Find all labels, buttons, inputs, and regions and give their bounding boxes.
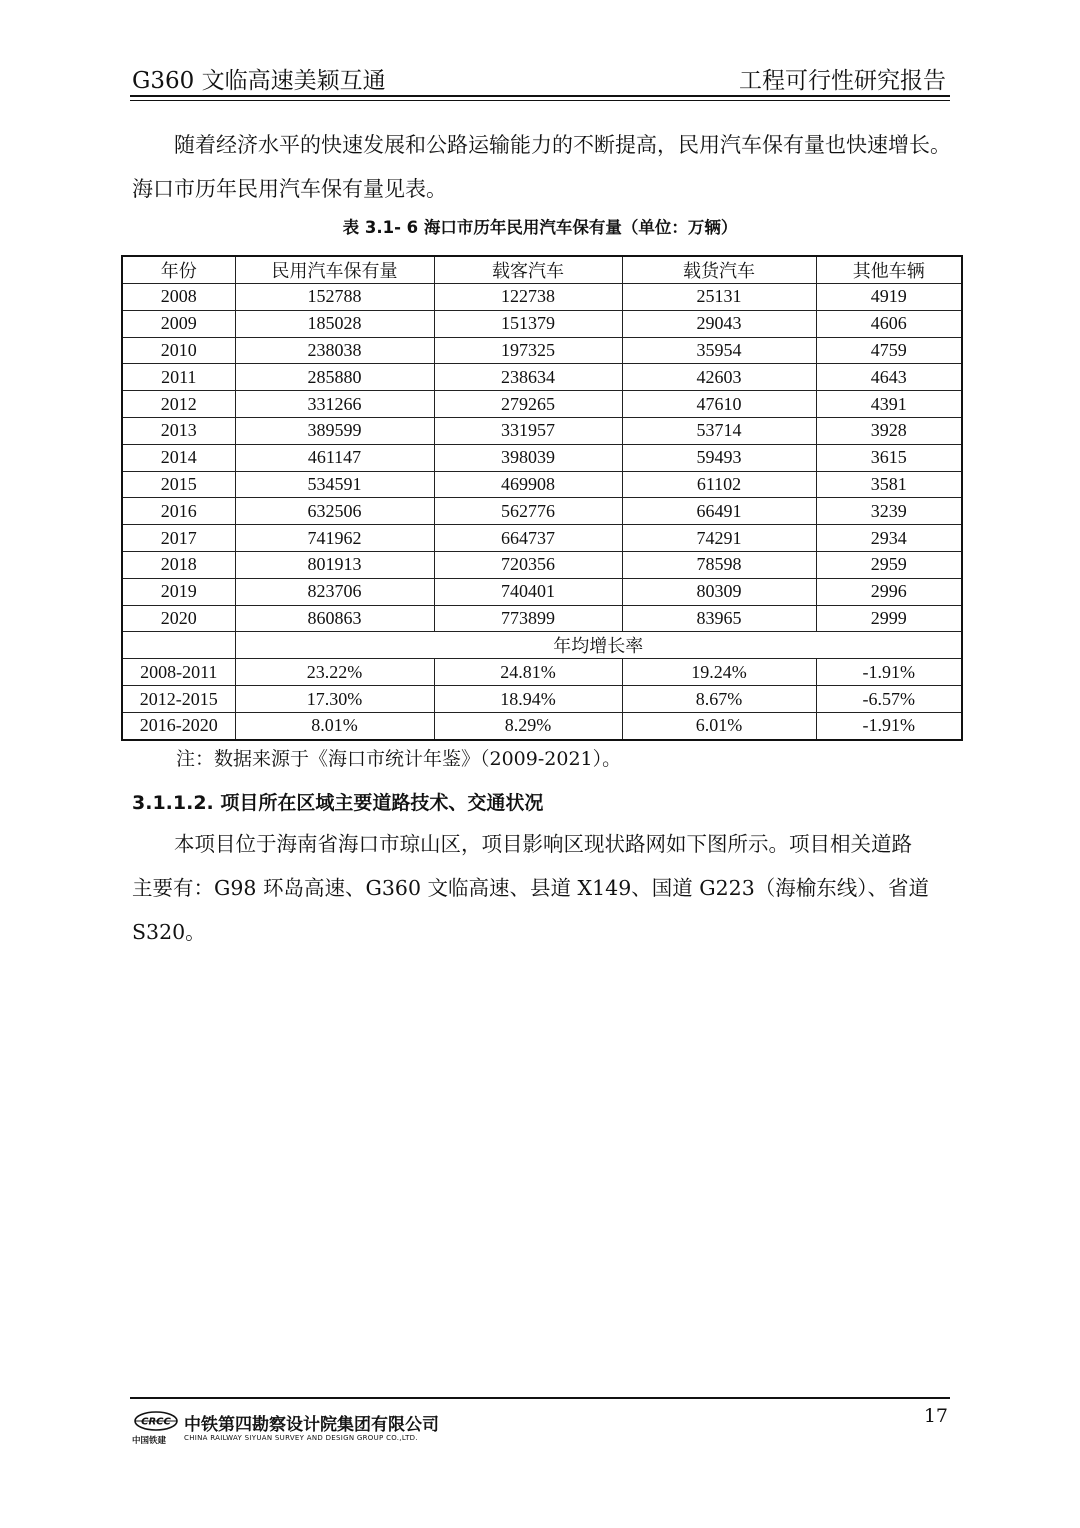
- table-cell: 8.29%: [434, 712, 622, 739]
- table-caption: 表 3.1- 6 海口市历年民用汽车保有量（单位：万辆）: [342, 218, 738, 237]
- intro-line-1: 随着经济水平的快速发展和公路运输能力的不断提高，民用汽车保有量也快速增长。: [174, 133, 951, 157]
- header-rule-thin: [130, 100, 950, 101]
- growth-rate-label: 年均增长率: [235, 632, 962, 659]
- table-row: [122, 551, 962, 578]
- company-name-en: CHINA RAILWAY SIYUAN SURVEY AND DESIGN GROUP CO.,LTD.: [184, 1434, 418, 1442]
- table-cell: 398039: [434, 444, 622, 471]
- table-cell: 80309: [622, 578, 816, 605]
- table-cell: 197325: [434, 337, 622, 364]
- table-cell: 2010: [122, 337, 235, 364]
- table-cell: 279265: [434, 391, 622, 418]
- table-cell: 152788: [235, 284, 434, 311]
- table-row: [122, 391, 962, 418]
- intro-line-2: 海口市历年民用汽车保有量见表。: [132, 177, 447, 201]
- table-cell: 18.94%: [434, 686, 622, 713]
- header-report-type: 工程可行性研究报告: [739, 68, 946, 94]
- section-line-1: 本项目位于海南省海口市琼山区，项目影响区现状路网如下图所示。项目相关道路: [174, 832, 912, 856]
- table-cell: 2017: [122, 525, 235, 552]
- vehicle-ownership-table: [121, 255, 963, 741]
- table-cell: 2018: [122, 551, 235, 578]
- table-cell: 238634: [434, 364, 622, 391]
- table-cell: 534591: [235, 471, 434, 498]
- table-cell: 3239: [816, 498, 962, 525]
- table-header-row: [122, 256, 962, 284]
- growth-rate-row: [122, 659, 962, 686]
- table-cell: 2999: [816, 605, 962, 632]
- table-cell: 6.01%: [622, 712, 816, 739]
- table-cell: 2008: [122, 284, 235, 311]
- crcc-logo-mark: CRCC: [141, 1416, 171, 1428]
- table-cell: 2020: [122, 605, 235, 632]
- table-cell: 2012-2015: [122, 686, 235, 713]
- table-row: [122, 284, 962, 311]
- table-cell: -1.91%: [816, 712, 962, 739]
- table-cell: 4391: [816, 391, 962, 418]
- table-cell: 3581: [816, 471, 962, 498]
- table-cell: 2008-2011: [122, 659, 235, 686]
- section-paragraph: [132, 822, 948, 954]
- logo-caption: 中国铁建: [132, 1436, 167, 1446]
- table-row: [122, 471, 962, 498]
- crcc-logo: [133, 1410, 179, 1436]
- table-cell: 2016-2020: [122, 712, 235, 739]
- table-cell: -6.57%: [816, 686, 962, 713]
- header-title: G360 文临高速美颖互通: [132, 68, 386, 94]
- table-row: [122, 444, 962, 471]
- table-row: [122, 498, 962, 525]
- table-row: [122, 364, 962, 391]
- growth-rate-row: [122, 686, 962, 713]
- header-cell-total: 民用汽车保有量: [235, 256, 434, 284]
- table-cell: 2009: [122, 310, 235, 337]
- table-cell: 2012: [122, 391, 235, 418]
- header-cell-other: 其他车辆: [816, 256, 962, 284]
- table-cell: 25131: [622, 284, 816, 311]
- table-cell: 8.01%: [235, 712, 434, 739]
- table-cell: 122738: [434, 284, 622, 311]
- table-cell: 59493: [622, 444, 816, 471]
- table-cell: 469908: [434, 471, 622, 498]
- table-cell: 860863: [235, 605, 434, 632]
- table-row: [122, 525, 962, 552]
- table-cell: 562776: [434, 498, 622, 525]
- table-cell: 8.67%: [622, 686, 816, 713]
- growth-rate-row: [122, 712, 962, 739]
- table-cell: 2996: [816, 578, 962, 605]
- company-name-cn: 中铁第四勘察设计院集团有限公司: [184, 1415, 439, 1435]
- table-cell: 773899: [434, 605, 622, 632]
- table-cell: 35954: [622, 337, 816, 364]
- table-cell: 4919: [816, 284, 962, 311]
- table-cell: 285880: [235, 364, 434, 391]
- table-cell: 61102: [622, 471, 816, 498]
- header-cell-cargo: 载货汽车: [622, 256, 816, 284]
- table-cell: 42603: [622, 364, 816, 391]
- table-row: [122, 337, 962, 364]
- table-cell: 2016: [122, 498, 235, 525]
- table-cell: 2934: [816, 525, 962, 552]
- table-cell: 740401: [434, 578, 622, 605]
- table-cell: 2959: [816, 551, 962, 578]
- table-cell: 78598: [622, 551, 816, 578]
- section-line-3: S320。: [132, 920, 206, 944]
- table-note: 注：数据来源于《海口市统计年鉴》（2009-2021）。: [176, 748, 622, 770]
- section-line-2: 主要有：G98 环岛高速、G360 文临高速、县道 X149、国道 G223（海榆东线）、省道: [132, 876, 930, 900]
- table-cell: 17.30%: [235, 686, 434, 713]
- table-cell: 47610: [622, 391, 816, 418]
- section-heading: 3.1.1.2. 项目所在区域主要道路技术、交通状况: [132, 792, 544, 814]
- table-cell: 823706: [235, 578, 434, 605]
- table-cell: 664737: [434, 525, 622, 552]
- table-cell: 238038: [235, 337, 434, 364]
- growth-rate-header-row: [122, 632, 962, 659]
- footer-rule: [130, 1397, 950, 1399]
- table-cell: 23.22%: [235, 659, 434, 686]
- table-cell: 3615: [816, 444, 962, 471]
- table-cell: 3928: [816, 417, 962, 444]
- table-cell: 461147: [235, 444, 434, 471]
- table-cell: 83965: [622, 605, 816, 632]
- intro-paragraph: [132, 123, 951, 211]
- table-cell: 4759: [816, 337, 962, 364]
- header-rule-thick: [130, 95, 950, 97]
- table-cell: 632506: [235, 498, 434, 525]
- table-cell: 331957: [434, 417, 622, 444]
- header-cell-passenger: 载客汽车: [434, 256, 622, 284]
- table-cell: 389599: [235, 417, 434, 444]
- table-cell: 151379: [434, 310, 622, 337]
- table-cell: 24.81%: [434, 659, 622, 686]
- table-cell: 29043: [622, 310, 816, 337]
- table-cell: 2014: [122, 444, 235, 471]
- table-row: [122, 417, 962, 444]
- table-cell: 801913: [235, 551, 434, 578]
- table-cell: 2015: [122, 471, 235, 498]
- table-cell: 185028: [235, 310, 434, 337]
- table-cell: 74291: [622, 525, 816, 552]
- table-row: [122, 578, 962, 605]
- table-cell: 4643: [816, 364, 962, 391]
- table-cell: 2019: [122, 578, 235, 605]
- page-number: 17: [923, 1405, 948, 1427]
- table-cell: 741962: [235, 525, 434, 552]
- table-cell: 53714: [622, 417, 816, 444]
- table-cell: 720356: [434, 551, 622, 578]
- table-cell: 66491: [622, 498, 816, 525]
- table-row: [122, 310, 962, 337]
- table-row: [122, 605, 962, 632]
- table-cell: 4606: [816, 310, 962, 337]
- table-cell: 2011: [122, 364, 235, 391]
- crcc-logo-icon: [133, 1410, 179, 1432]
- header-cell-year: 年份: [122, 256, 235, 284]
- table-cell: 2013: [122, 417, 235, 444]
- table-cell: -1.91%: [816, 659, 962, 686]
- table-cell: 19.24%: [622, 659, 816, 686]
- table-cell: 331266: [235, 391, 434, 418]
